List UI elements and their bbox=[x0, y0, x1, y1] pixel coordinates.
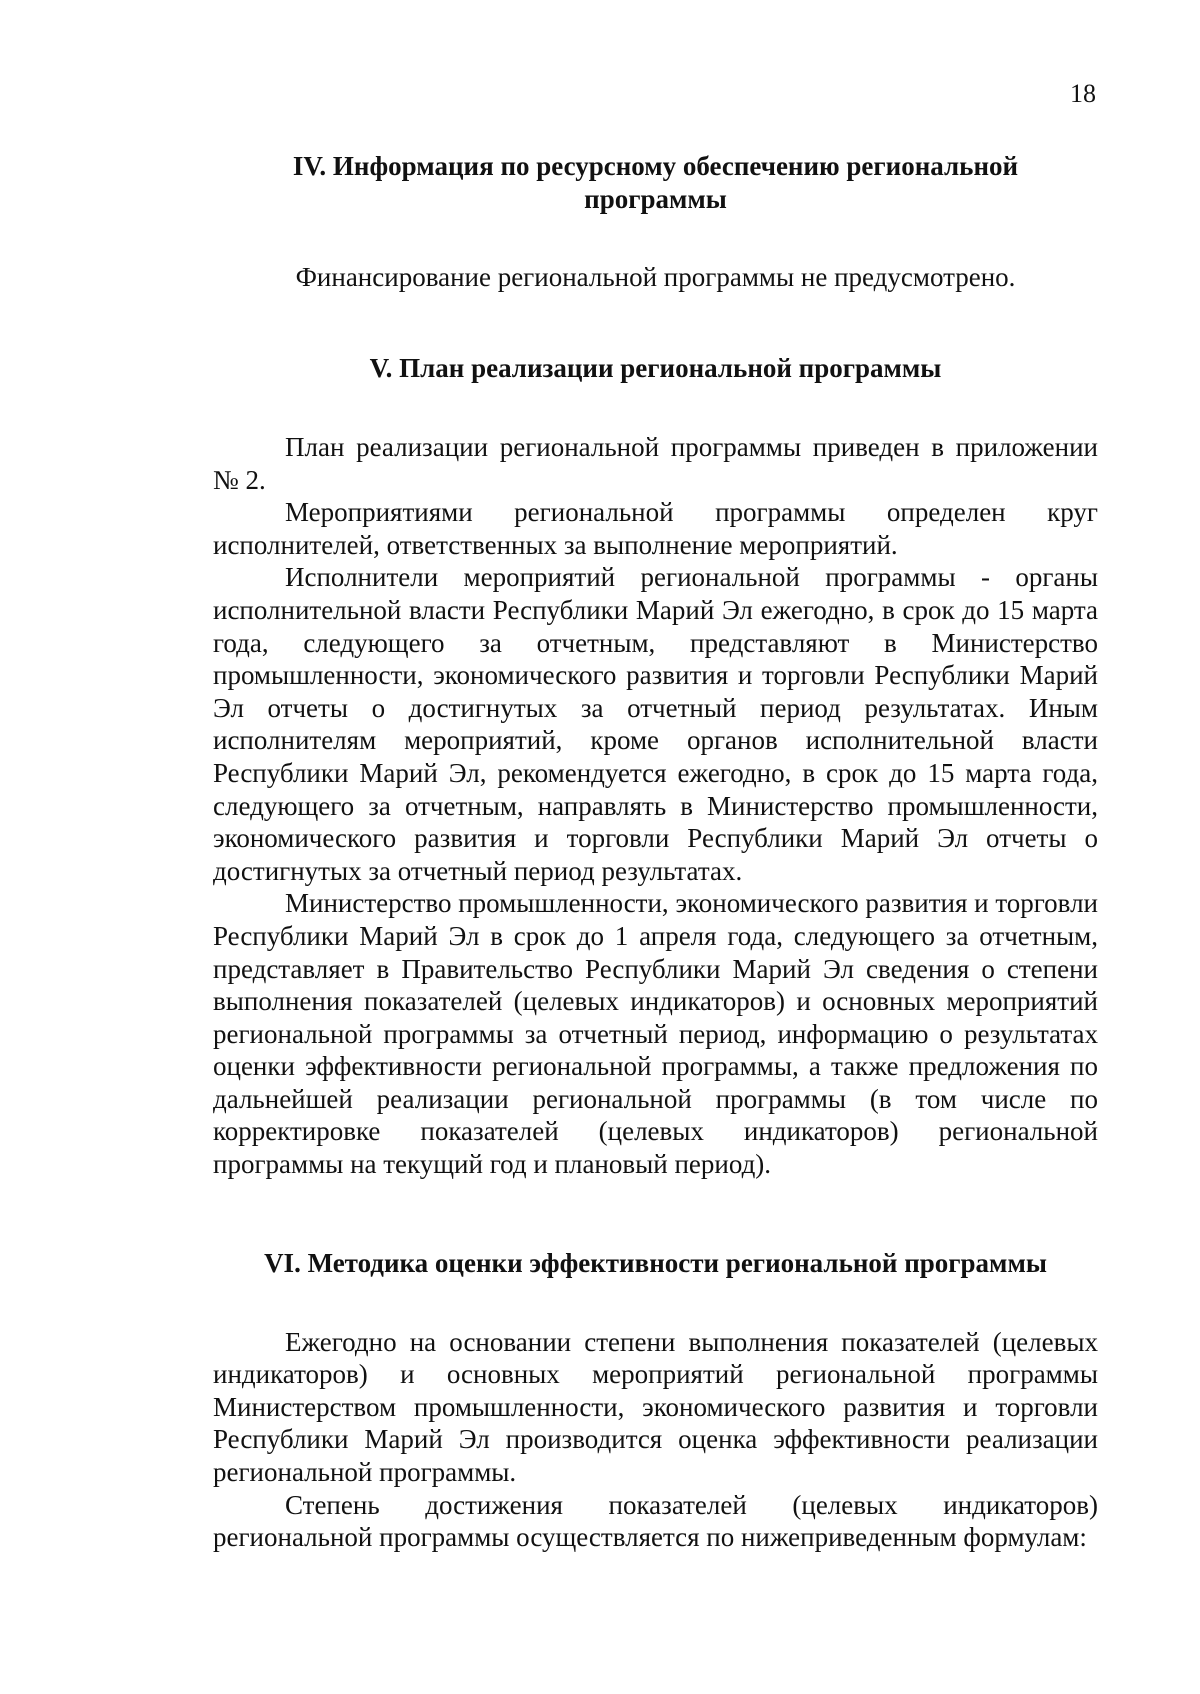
section-5-paragraph: Министерство промышленности, экономического развития и торговли Республики Марий Эл в срок до 1 апреля года, следующего за отчетным, представляет в Правительство Республики Марий Эл сведения о степени выполнения показателей (целевых индикаторов) и основных мероприятий региональной программы за отчетный период, информацию о результатах оценки эффективности региональной программы, а также предложения по дальнейшей реализации региональной программы (в том числе по корректировке показателей (целевых индикаторов) региональной программы на текущий год и плановый период). bbox=[213, 888, 1098, 1180]
section-4-heading-line-1: IV. Информация по ресурсному обеспечению региональной bbox=[292, 151, 1019, 181]
section-6-paragraph: Ежегодно на основании степени выполнения показателей (целевых индикаторов) и основных мероприятий региональной программы Министерством промышленности, экономического развития и торговли Республики Марий Эл производится оценка эффективности реализации региональной программы. bbox=[213, 1326, 1098, 1488]
section-5-paragraph: План реализации региональной программы приведен в приложении № 2. bbox=[213, 432, 1098, 495]
section-4-heading-line-2: программы bbox=[584, 184, 727, 214]
page-number: 18 bbox=[1070, 79, 1096, 108]
section-6-paragraph: Степень достижения показателей (целевых индикаторов) региональной программы осуществляется по нижеприведенным формулам: bbox=[213, 1489, 1098, 1553]
section-5-heading: V. План реализации региональной программы bbox=[369, 353, 942, 383]
section-4-heading bbox=[213, 150, 1098, 216]
document-body bbox=[213, 150, 1098, 1554]
section-4-text: Финансирование региональной программы не предусмотрено. bbox=[295, 262, 1016, 292]
section-5-paragraph: Мероприятиями региональной программы определен круг исполнителей, ответственных за выполнение мероприятий. bbox=[213, 497, 1098, 560]
section-6-heading: VI. Методика оценки эффективности региональной программы bbox=[264, 1247, 1047, 1278]
section-5-paragraph: Исполнители мероприятий региональной программы - органы исполнительной власти Республики Марий Эл ежегодно, в срок до 15 марта года, следующего за отчетным, представляют в Министерство промышленности, экономического развития и торговли Республики Марий Эл отчеты о достигнутых за отчетный период результатах. Иным исполнителям мероприятий, кроме органов исполнительной власти Республики Марий Эл, рекомендуется ежегодно, в срок до 15 марта года, следующего за отчетным, направлять в Министерство промышленности, экономического развития и торговли Республики Марий Эл отчеты о достигнутых за отчетный период результатах. bbox=[213, 562, 1098, 886]
